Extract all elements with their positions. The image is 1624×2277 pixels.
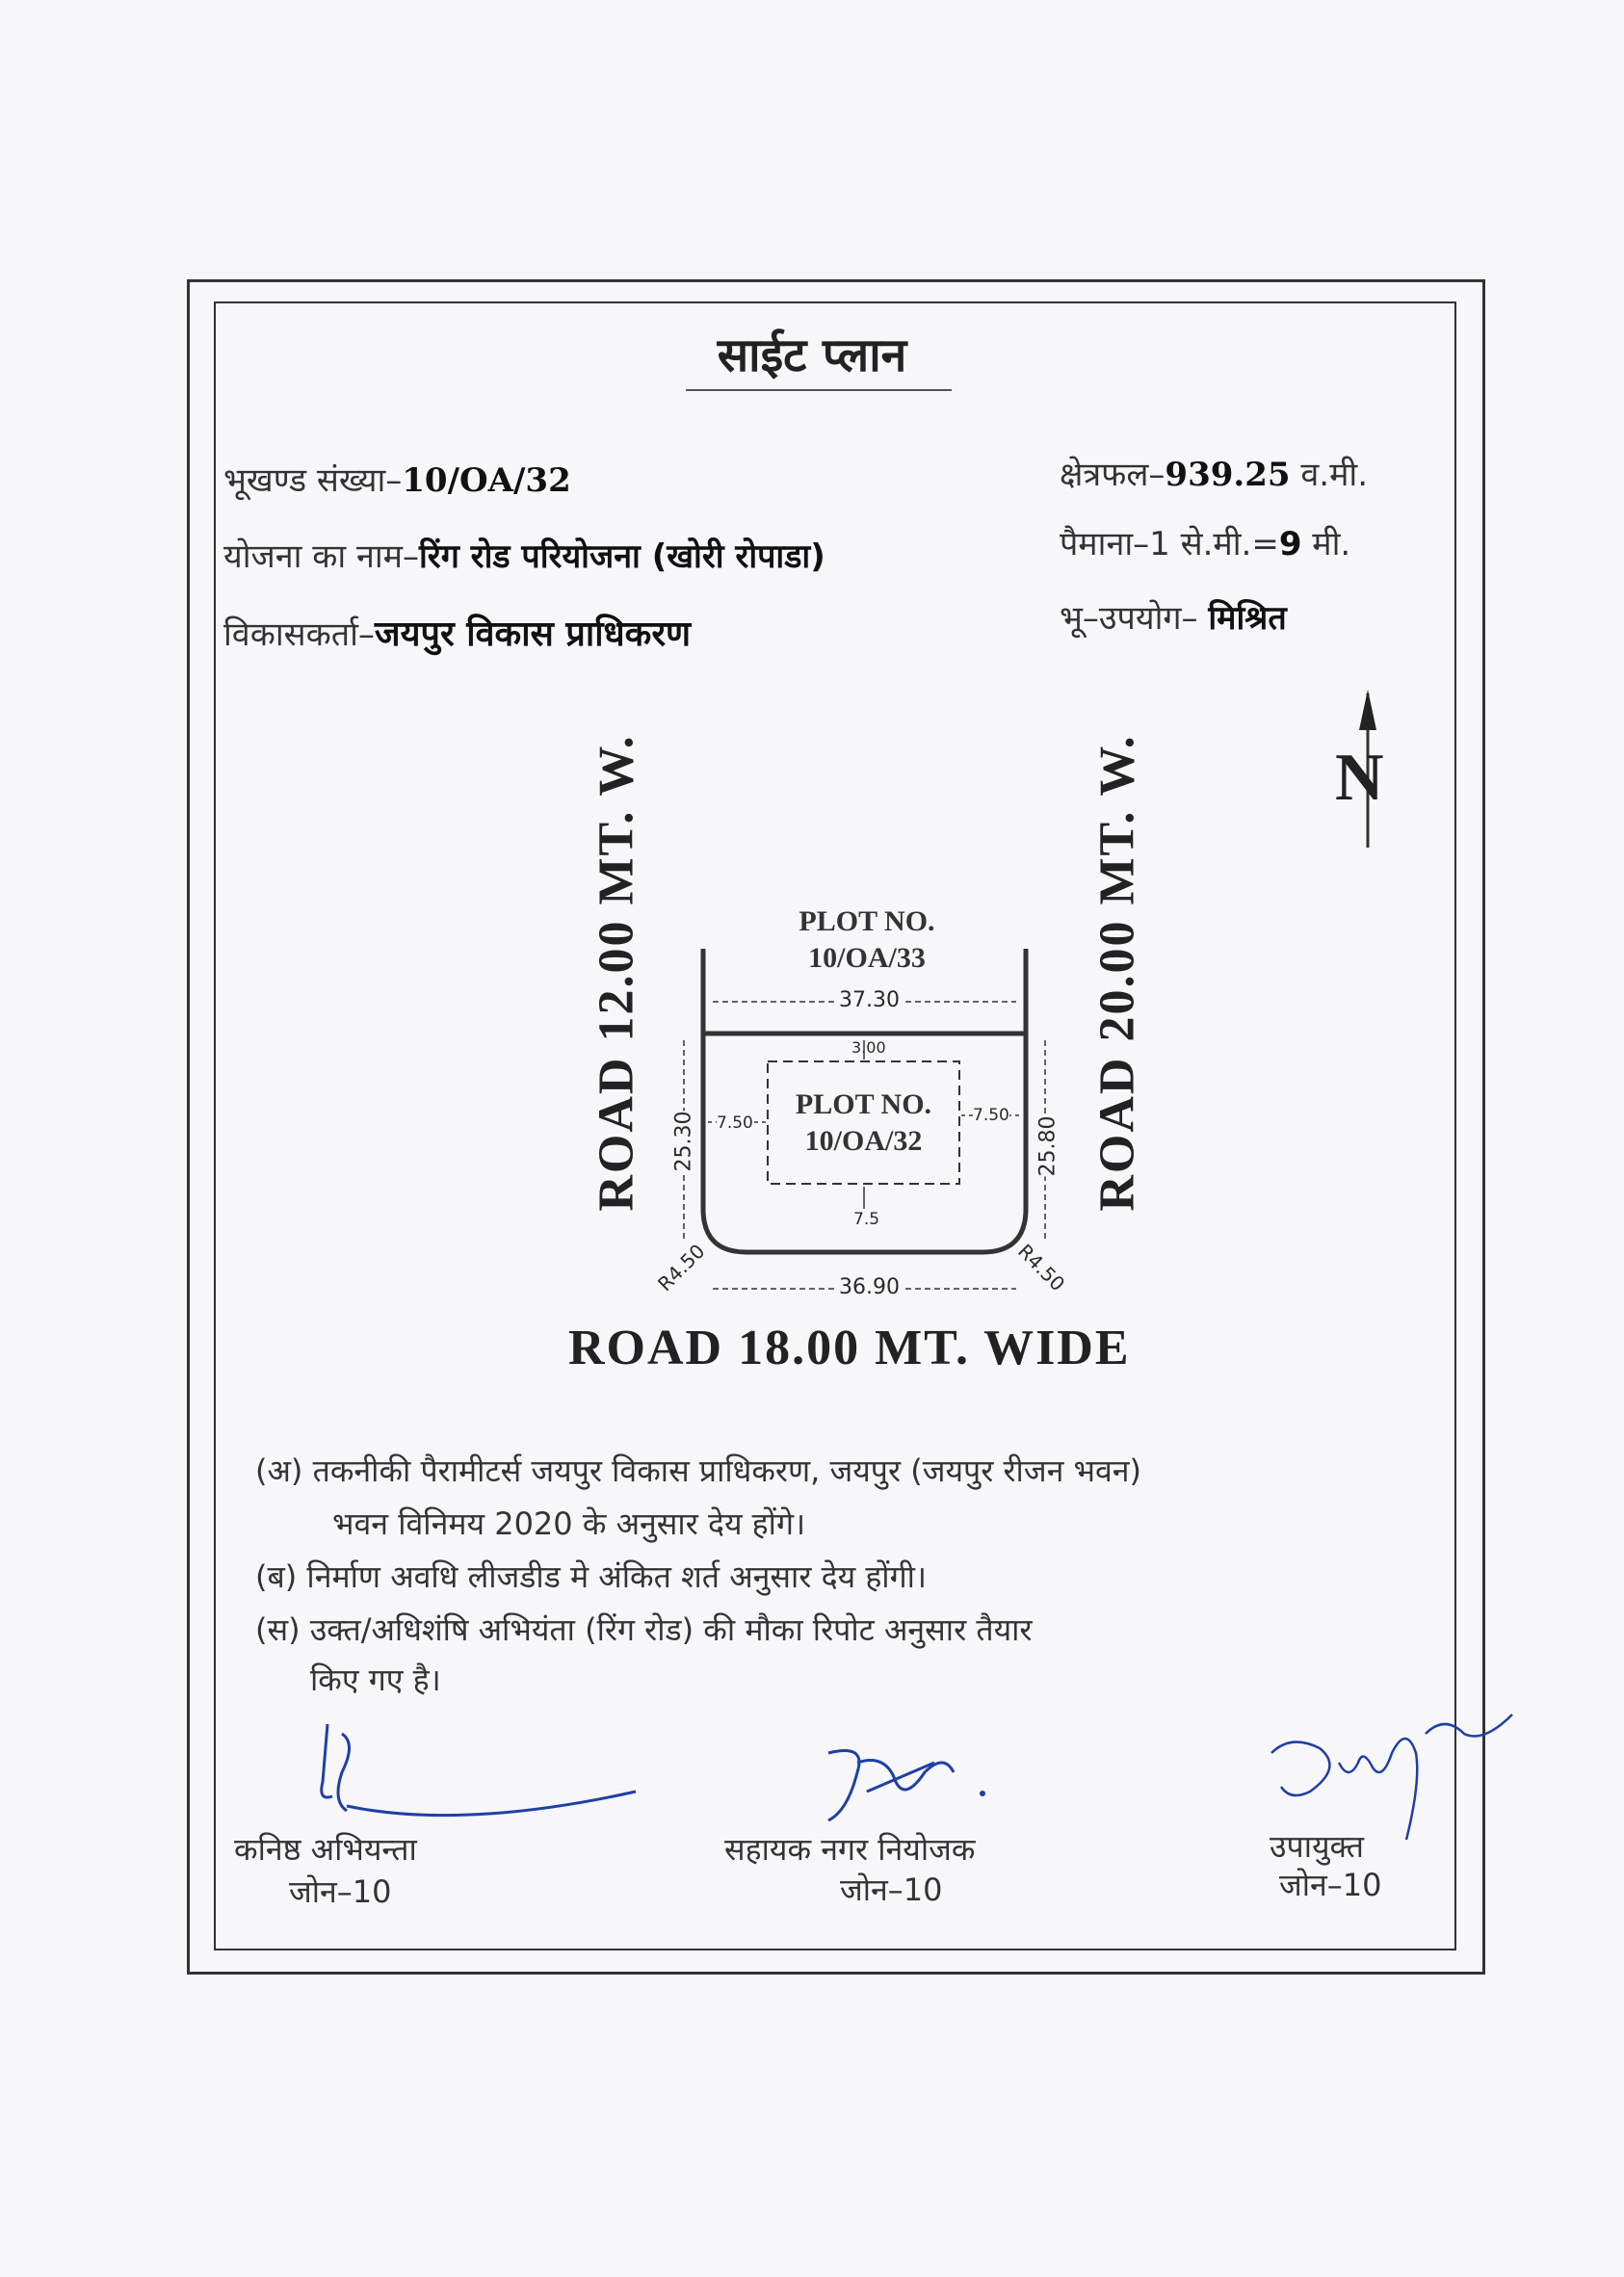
scheme-value: रिंग रोड परियोजना (खोरी रोपाडा) <box>418 537 825 576</box>
scale-value-b: 9 <box>1278 525 1302 563</box>
scale-unit: मी. <box>1312 525 1351 563</box>
scale-label: पैमाना– <box>1060 525 1150 563</box>
signatory-1-zone: जोन–10 <box>289 1873 392 1910</box>
adjacent-plot-line2: 10/OA/33 <box>808 942 926 974</box>
north-label: N <box>1335 741 1384 815</box>
dim-right: 25.80 <box>1035 1115 1061 1177</box>
plot-number-label: भूखण्ड संख्या– <box>223 461 403 500</box>
plot-line1: PLOT NO. <box>795 1088 932 1120</box>
setback-right: 7.50 <box>973 1106 1009 1125</box>
radius-right: R4.50 <box>1013 1239 1070 1296</box>
plot-label <box>768 1086 959 1160</box>
signatory-2-zone: जोन–10 <box>840 1871 943 1908</box>
dim-top: 37.30 <box>835 988 904 1012</box>
plot-line2: 10/OA/32 <box>804 1125 923 1157</box>
scheme-label: योजना का नाम– <box>223 537 419 576</box>
adjacent-plot-label <box>751 903 982 977</box>
note-c-line2: किए गए है। <box>310 1662 441 1698</box>
note-c-line1: (स) उक्त/अधिशंषि अभियंता (रिंग रोड) की मौका रिपोट अनुसार तैयार <box>255 1611 1033 1648</box>
dim-bottom: 36.90 <box>835 1275 904 1299</box>
area-value: 939.25 <box>1165 456 1291 494</box>
note-a-line2: भवन विनिमय 2020 के अनुसार देय होंगे। <box>332 1505 806 1542</box>
area-unit: व.मी. <box>1300 456 1369 494</box>
signatory-3-title: उपायुक्त <box>1270 1828 1364 1865</box>
scale-value-a: 1 से.मी.= <box>1149 525 1279 563</box>
road-right-label: ROAD 20.00 MT. W. <box>1089 734 1145 1212</box>
signatory-3-zone: जोन–10 <box>1279 1867 1382 1903</box>
setback-left: 7.50 <box>717 1113 753 1133</box>
note-b: (ब) निर्माण अवधि लीजडीड मे अंकित शर्त अनुसार देय होंगी। <box>255 1558 928 1595</box>
signature-assistant-planner <box>809 1734 1002 1840</box>
developer-value: जयपुर विकास प्राधिकरण <box>374 615 692 654</box>
setback-rear: 7.5 <box>853 1210 880 1229</box>
signatory-2-title: सहायक नगर नियोजक <box>724 1831 976 1868</box>
landuse-label: भू–उपयोग– <box>1060 599 1198 638</box>
area-label: क्षेत्रफल– <box>1060 456 1166 494</box>
setback-front: 3.00 <box>851 1038 886 1057</box>
note-a-line1: (अ) तकनीकी पैरामीटर्स जयपुर विकास प्राधिकरण, जयपुर (जयपुर रीजन भवन) <box>255 1453 1142 1489</box>
radius-left: R4.50 <box>653 1239 710 1296</box>
developer-label: विकासकर्ता– <box>223 615 375 654</box>
landuse-value: मिश्रित <box>1208 599 1287 638</box>
adjacent-plot-line1: PLOT NO. <box>799 905 935 937</box>
road-bottom-label: ROAD 18.00 MT. WIDE <box>568 1321 1131 1375</box>
road-left-label: ROAD 12.00 MT. W. <box>589 734 644 1212</box>
dim-left: 25.30 <box>671 1111 696 1172</box>
signatory-1-title: कनिष्ठ अभियन्ता <box>234 1831 417 1868</box>
plot-number-value: 10/OA/32 <box>402 461 571 500</box>
page-title: साईट प्लान <box>717 328 907 382</box>
